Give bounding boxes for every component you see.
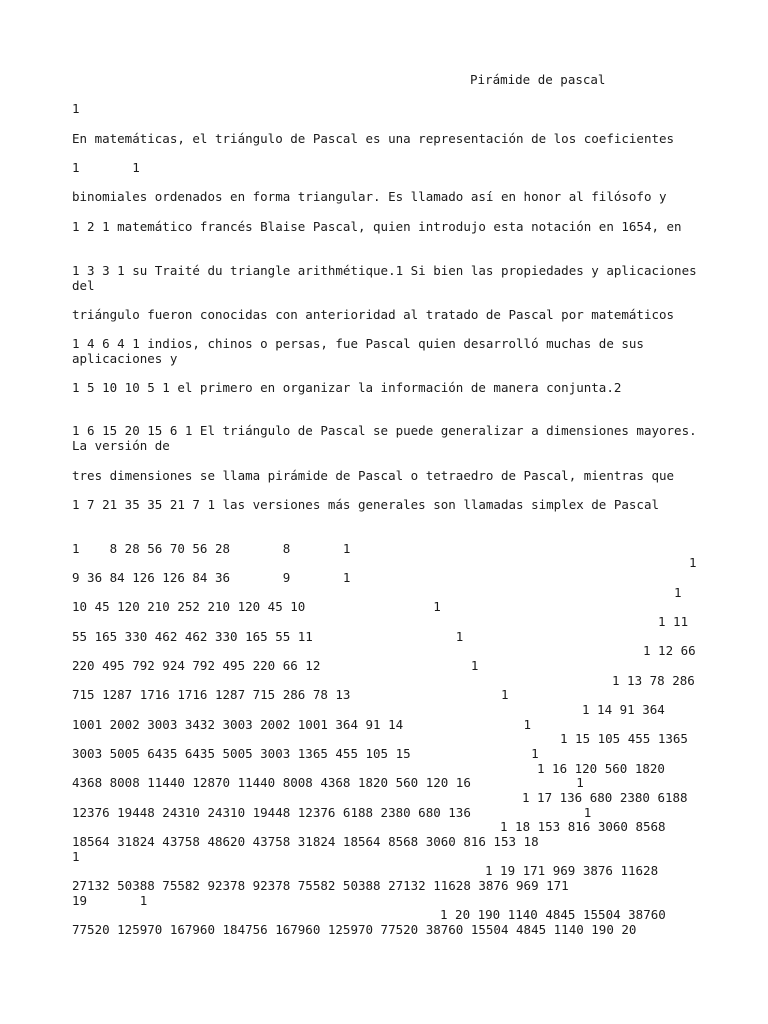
triangle-row: 9 36 84 126 126 84 36 9 1 [72, 570, 351, 585]
triangle-row: 1 19 171 969 3876 11628 [485, 863, 659, 878]
triangle-row: 55 165 330 462 462 330 165 55 11 1 [72, 629, 464, 644]
triangle-row: 1 [674, 585, 682, 600]
triangle-row: 220 495 792 924 792 495 220 66 12 1 [72, 658, 479, 673]
triangle-row: 1 15 105 455 1365 [560, 731, 688, 746]
text-line: 1 2 1 matemático francés Blaise Pascal, quien introdujo esta notación en 1654, en [72, 219, 682, 234]
text-line: binomiales ordenados en forma triangular. Es llamado así en honor al filósofo y [72, 189, 667, 204]
text-line: 1 3 3 1 su Traité du triangle arithmétique.1 Si bien las propiedades y aplicaciones del [72, 263, 697, 293]
triangle-row: 27132 50388 75582 92378 92378 75582 50388 27132 11628 3876 969 171 [72, 878, 569, 893]
text-line: 1 5 10 10 5 1 el primero en organizar la información de manera conjunta.2 [72, 380, 622, 395]
text-line: 1 6 15 20 15 6 1 El triángulo de Pascal se puede generalizar a dimensiones mayores. La versión de [72, 423, 697, 453]
text-line: triángulo fueron conocidas con anterioridad al tratado de Pascal por matemáticos [72, 307, 675, 322]
triangle-row: 1 [72, 849, 80, 864]
triangle-row: 10 45 120 210 252 210 120 45 10 1 [72, 599, 441, 614]
text-line: 1 7 21 35 35 21 7 1 las versiones más generales son llamadas simplex de Pascal [72, 497, 659, 512]
triangle-row: 1 14 91 364 [582, 702, 665, 717]
text-line: En matemáticas, el triángulo de Pascal es una representación de los coeficientes [72, 131, 675, 146]
page-title: Pirámide de pascal [470, 72, 606, 87]
triangle-row: 77520 125970 167960 184756 167960 125970 77520 38760 15504 4845 1140 190 20 [72, 922, 637, 937]
triangle-row: 4368 8008 11440 12870 11440 8008 4368 1820 560 120 16 1 [72, 775, 584, 790]
text-line: 1 [72, 101, 80, 116]
triangle-row: 715 1287 1716 1716 1287 715 286 78 13 1 [72, 687, 509, 702]
triangle-row: 1001 2002 3003 3432 3003 2002 1001 364 91 14 1 [72, 717, 532, 732]
triangle-row: 12376 19448 24310 24310 19448 12376 6188 2380 680 136 1 [72, 805, 592, 820]
text-line: 1 4 6 4 1 indios, chinos o persas, fue Pascal quien desarrolló muchas de sus aplicaciones y [72, 336, 644, 366]
triangle-row: 19 1 [72, 893, 148, 908]
text-line: tres dimensiones se llama pirámide de Pascal o tetraedro de Pascal, mientras que [72, 468, 675, 483]
triangle-row: 1 16 120 560 1820 [537, 761, 665, 776]
triangle-row: 1 13 78 286 [612, 673, 695, 688]
text-line: 1 1 [72, 160, 140, 175]
triangle-row: 1 12 66 [643, 643, 696, 658]
triangle-row: 18564 31824 43758 48620 43758 31824 18564 8568 3060 816 153 18 [72, 834, 539, 849]
triangle-row: 3003 5005 6435 6435 5005 3003 1365 455 105 15 1 [72, 746, 539, 761]
triangle-row: 1 [689, 555, 697, 570]
triangle-row: 1 18 153 816 3060 8568 [500, 819, 666, 834]
triangle-row: 1 17 136 680 2380 6188 [522, 790, 688, 805]
triangle-row: 1 11 [658, 614, 689, 629]
triangle-row: 1 8 28 56 70 56 28 8 1 [72, 541, 351, 556]
triangle-row: 1 20 190 1140 4845 15504 38760 [440, 907, 666, 922]
